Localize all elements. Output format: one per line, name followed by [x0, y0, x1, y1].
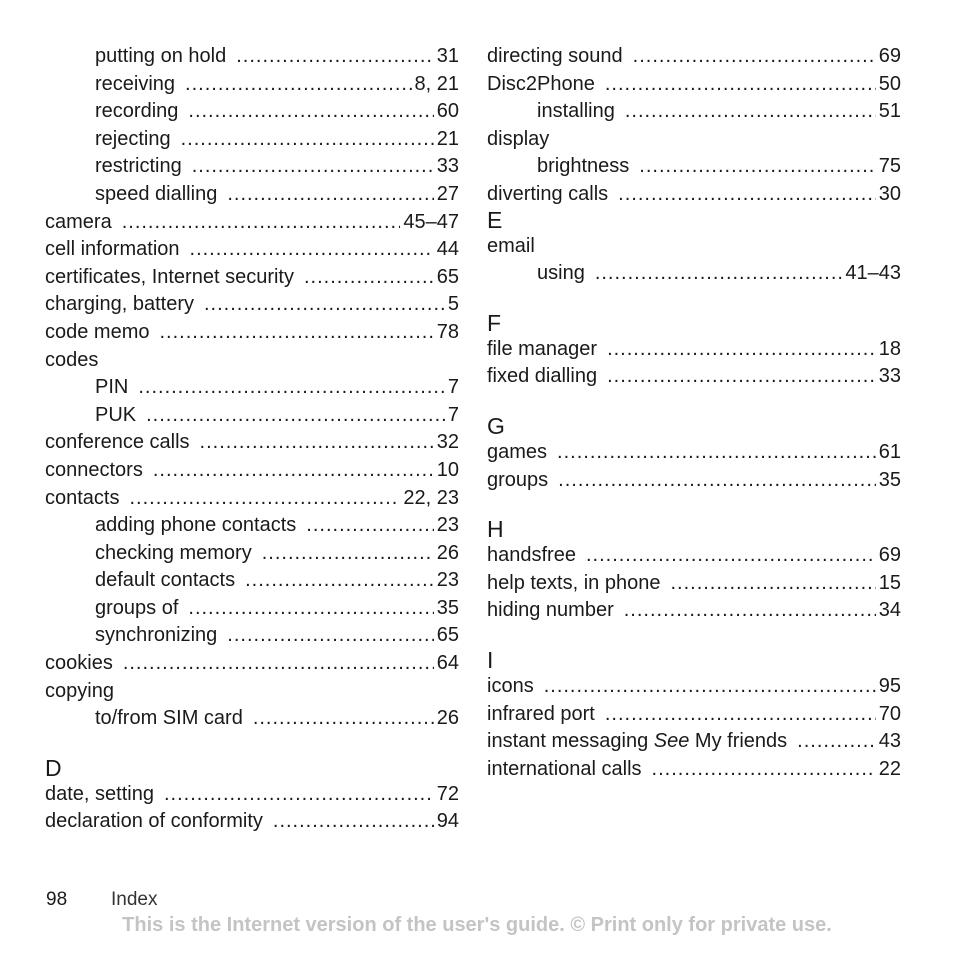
index-term: default contacts — [95, 569, 236, 592]
index-entry — [45, 705, 459, 733]
dot-leader — [200, 429, 434, 457]
dot-leader — [146, 402, 445, 430]
page-reference: 50 — [878, 72, 901, 95]
index-entry — [45, 374, 459, 402]
dot-leader — [595, 260, 843, 288]
dot-leader — [188, 98, 433, 126]
page-reference: 64 — [436, 652, 459, 675]
index-term: charging, battery — [45, 293, 194, 316]
index-term: restricting — [95, 155, 182, 178]
dot-leader — [639, 153, 875, 181]
index-entry — [487, 467, 901, 495]
dot-leader — [304, 264, 434, 292]
index-term: PUK — [95, 403, 137, 426]
page-number: 98 — [46, 889, 68, 910]
index-entry — [45, 402, 459, 430]
index-entry — [45, 98, 459, 126]
dot-leader — [607, 336, 876, 364]
right-section-list — [487, 206, 901, 784]
left-entry-list — [45, 43, 459, 733]
dot-leader — [245, 567, 434, 595]
index-term: codes — [45, 348, 99, 371]
index-entry — [487, 597, 901, 625]
index-term: fixed dialling — [487, 365, 598, 388]
index-entry — [45, 781, 459, 809]
index-term: recording — [95, 100, 179, 123]
index-term: email — [487, 234, 535, 257]
dot-leader — [633, 43, 876, 71]
dot-leader — [129, 485, 400, 513]
index-term: file manager — [487, 337, 598, 360]
dot-leader — [586, 542, 876, 570]
page-reference: 34 — [878, 599, 901, 622]
index-right-column — [487, 43, 901, 783]
section-letter-g: G — [487, 412, 505, 439]
index-term: certificates, Internet security — [45, 265, 294, 288]
page-reference: 35 — [878, 468, 901, 491]
dot-leader — [160, 319, 434, 347]
copyright-notice: This is the Internet version of the user's guide. © Print only for private use. — [122, 914, 832, 936]
index-term: to/from SIM card — [95, 707, 243, 730]
page-reference: 70 — [878, 702, 901, 725]
right-entry-list — [487, 43, 901, 209]
page-reference: 60 — [436, 100, 459, 123]
index-term: declaration of conformity — [45, 810, 263, 833]
index-term: diverting calls — [487, 182, 609, 205]
index-term: cookies — [45, 652, 113, 675]
index-term: adding phone contacts — [95, 514, 297, 537]
index-entry — [487, 363, 901, 391]
index-term: putting on hold — [95, 45, 227, 67]
dot-leader — [164, 781, 434, 809]
dot-leader — [558, 467, 876, 495]
index-term: icons — [487, 674, 534, 697]
see-target: My friends — [694, 730, 788, 753]
index-entry — [45, 153, 459, 181]
index-entry — [487, 153, 901, 181]
index-term: Disc2Phone — [487, 72, 595, 95]
index-term: games — [487, 440, 548, 463]
section-letter-i: I — [487, 646, 494, 673]
index-entry — [45, 540, 459, 568]
dot-leader — [236, 43, 434, 71]
page-reference: 51 — [878, 100, 901, 123]
page-reference: 22 — [878, 757, 901, 780]
index-term: groups — [487, 468, 549, 491]
index-entry — [487, 439, 901, 467]
section-letter-e: E — [487, 206, 503, 233]
page-reference: 33 — [436, 155, 459, 178]
dot-leader — [227, 181, 433, 209]
index-entry — [487, 756, 901, 784]
dot-leader — [618, 181, 876, 209]
index-entry — [45, 622, 459, 650]
index-entry — [487, 728, 901, 756]
index-term: contacts — [45, 486, 120, 509]
index-entry — [487, 701, 901, 729]
index-term: groups of — [95, 596, 179, 619]
page-reference: 18 — [878, 337, 901, 360]
index-entry — [487, 570, 901, 598]
dot-leader — [273, 808, 434, 836]
index-entry — [45, 808, 459, 836]
section-letter-d: D — [45, 754, 62, 781]
page-reference: 15 — [878, 571, 901, 594]
index-term: brightness — [537, 155, 630, 178]
page-reference: 8, 21 — [414, 72, 459, 95]
page-reference: 65 — [436, 624, 459, 647]
index-term: PIN — [95, 376, 129, 399]
section-letter-h: H — [487, 516, 504, 543]
dot-leader — [181, 126, 434, 154]
page-reference: 21 — [436, 127, 459, 150]
index-term: directing sound — [487, 45, 623, 67]
index-entry — [45, 264, 459, 292]
index-entry — [45, 209, 459, 237]
page-reference: 10 — [436, 458, 459, 481]
index-term: synchronizing — [95, 624, 218, 647]
page-reference: 5 — [447, 293, 459, 316]
page-reference: 44 — [436, 238, 459, 261]
index-entry — [487, 181, 901, 209]
index-entry — [45, 512, 459, 540]
dot-leader — [624, 597, 876, 625]
page-reference: 61 — [878, 440, 901, 463]
dot-leader — [262, 540, 434, 568]
section-label: Index — [111, 889, 158, 910]
index-entry — [45, 650, 459, 678]
index-term: date, setting — [45, 782, 154, 805]
section-d-entry-list — [45, 781, 459, 836]
index-entry — [487, 336, 901, 364]
index-entry — [45, 71, 459, 99]
page-reference: 95 — [878, 674, 901, 697]
index-entry — [487, 542, 901, 570]
index-entry — [45, 181, 459, 209]
dot-leader — [557, 439, 876, 467]
index-term: rejecting — [95, 127, 171, 150]
dot-leader — [138, 374, 445, 402]
page-reference: 33 — [878, 365, 901, 388]
dot-leader — [652, 756, 876, 784]
index-term: using — [537, 262, 585, 285]
page-reference: 78 — [436, 320, 459, 343]
page-reference: 65 — [436, 265, 459, 288]
page-reference: 45–47 — [403, 210, 459, 233]
dot-leader — [192, 153, 434, 181]
index-entry — [487, 43, 901, 71]
index-term: international calls — [487, 757, 642, 780]
index-term: checking memory — [95, 541, 252, 564]
dot-leader — [544, 673, 876, 701]
dot-leader — [188, 595, 433, 623]
dot-leader — [190, 236, 434, 264]
page-reference: 31 — [436, 45, 459, 67]
page-reference: 94 — [436, 810, 459, 833]
dot-leader — [605, 71, 876, 99]
index-entry — [45, 236, 459, 264]
index-entry — [487, 98, 901, 126]
index-entry — [487, 233, 901, 261]
page-reference: 43 — [878, 730, 901, 753]
dot-leader — [306, 512, 433, 540]
page-reference: 22, 23 — [403, 486, 459, 509]
page-reference: 23 — [436, 514, 459, 537]
index-term: copying — [45, 679, 114, 702]
index-left-column — [45, 43, 459, 836]
index-entry — [45, 429, 459, 457]
page-reference: 26 — [436, 541, 459, 564]
page-reference: 23 — [436, 569, 459, 592]
index-entry — [45, 485, 459, 513]
dot-leader — [153, 457, 434, 485]
dot-leader — [607, 363, 876, 391]
page-reference: 41–43 — [845, 262, 901, 285]
page-reference: 26 — [436, 707, 459, 730]
page-reference: 7 — [447, 403, 459, 426]
dot-leader — [185, 71, 411, 99]
dot-leader — [670, 570, 875, 598]
index-entry — [45, 43, 459, 71]
index-entry — [45, 126, 459, 154]
index-entry — [45, 678, 459, 706]
index-entry — [487, 71, 901, 99]
index-entry — [487, 126, 901, 154]
page-reference: 32 — [436, 431, 459, 454]
page-reference: 69 — [878, 544, 901, 567]
index-term: conference calls — [45, 431, 190, 454]
index-term: instant messaging — [487, 730, 649, 753]
page-reference: 27 — [436, 182, 459, 205]
page-reference: 72 — [436, 782, 459, 805]
dot-leader — [625, 98, 876, 126]
index-entry — [45, 567, 459, 595]
index-term: connectors — [45, 458, 143, 481]
index-term: hiding number — [487, 599, 614, 622]
index-entry — [487, 260, 901, 288]
index-term: help texts, in phone — [487, 571, 661, 594]
page-reference: 30 — [878, 182, 901, 205]
dot-leader — [253, 705, 434, 733]
index-entry — [45, 347, 459, 375]
index-entry — [45, 319, 459, 347]
dot-leader — [797, 728, 876, 756]
dot-leader — [204, 291, 445, 319]
see-reference: See — [653, 730, 690, 753]
dot-leader — [227, 622, 433, 650]
section-letter-f: F — [487, 309, 502, 336]
dot-leader — [122, 209, 401, 237]
page-reference: 69 — [878, 45, 901, 67]
index-entry — [45, 291, 459, 319]
index-entry — [45, 595, 459, 623]
index-term: installing — [537, 100, 615, 123]
index-term: infrared port — [487, 702, 595, 725]
index-term: camera — [45, 210, 112, 233]
page-reference: 7 — [447, 376, 459, 399]
dot-leader — [605, 701, 876, 729]
index-term: display — [487, 127, 550, 150]
dot-leader — [123, 650, 434, 678]
page-reference: 35 — [436, 596, 459, 619]
index-term: receiving — [95, 72, 176, 95]
index-entry — [487, 673, 901, 701]
index-term: code memo — [45, 320, 150, 343]
index-term: speed dialling — [95, 182, 218, 205]
index-term: cell information — [45, 238, 180, 261]
page-reference: 75 — [878, 155, 901, 178]
index-entry — [45, 457, 459, 485]
index-term: handsfree — [487, 544, 576, 567]
